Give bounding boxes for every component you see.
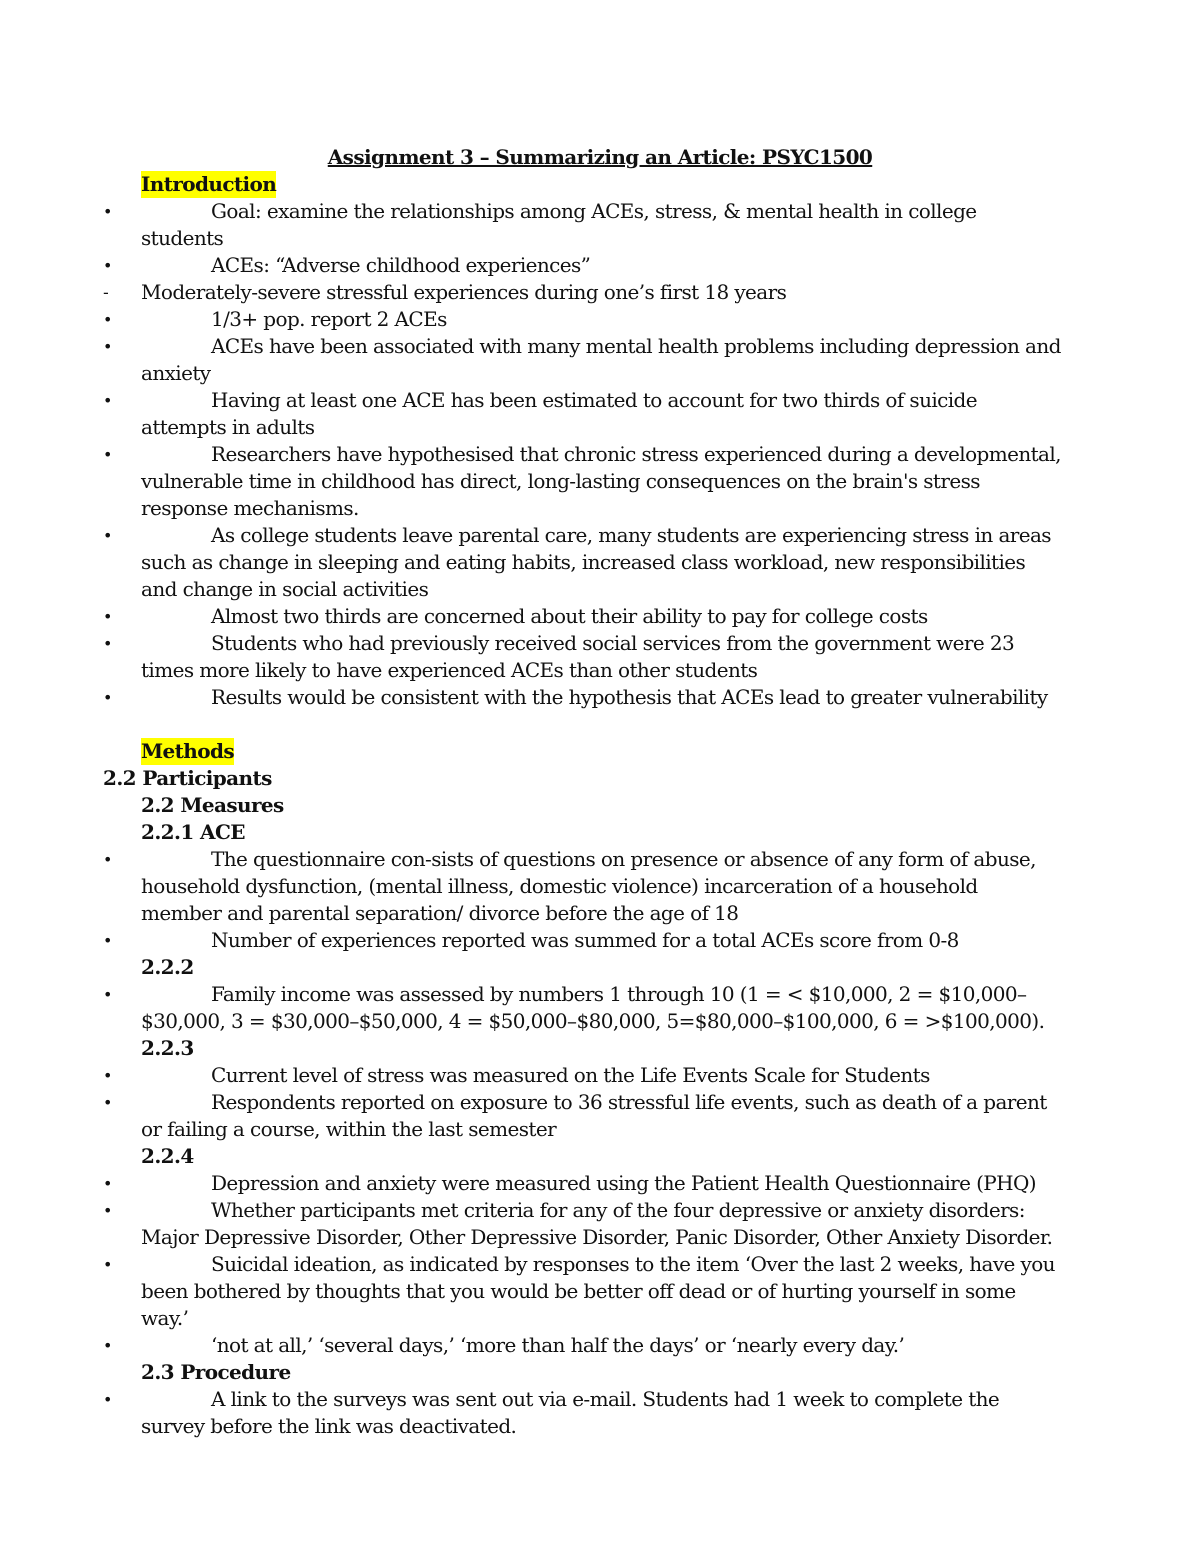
- section-2-2-4-heading: 2.2.4: [141, 1144, 194, 1168]
- list-item: [103, 387, 1063, 441]
- list-item: [103, 684, 1063, 711]
- bullet-marker: •: [103, 1066, 112, 1085]
- bullet-marker: •: [103, 1174, 112, 1193]
- spacer: [103, 711, 1063, 738]
- list-item-text: Respondents reported on exposure to 36 stressful life events, such as death of a parent or failing a course, within the last semester: [141, 1090, 1047, 1141]
- dash-marker: -: [103, 283, 109, 302]
- bullet-marker: •: [103, 607, 112, 626]
- section-2-2-3-heading: 2.2.3: [141, 1036, 194, 1060]
- list-item: [103, 1197, 1063, 1251]
- bullet-marker: •: [103, 256, 112, 275]
- bullet-marker: •: [103, 985, 112, 1004]
- document-body: [103, 171, 1063, 1440]
- bullet-marker: •: [103, 310, 112, 329]
- list-item-text: Family income was assessed by numbers 1 through 10 (1 = < $10,000, 2 = $10,000–$30,000, 3 = $30,000–$50,000, 4 = $50,000–$80,000, 5=$80,000–$100,000, 6 = >$100,000).: [141, 982, 1045, 1033]
- bullet-marker: •: [103, 1336, 112, 1355]
- list-item: [103, 603, 1063, 630]
- list-item-text: Current level of stress was measured on the Life Events Scale for Students: [211, 1063, 930, 1087]
- participants-heading: 2.2 Participants: [103, 766, 272, 790]
- list-item: [103, 1251, 1063, 1332]
- section-2-2-3-list: [103, 1062, 1063, 1143]
- list-item-text: ‘not at all,’ ‘several days,’ ‘more than half the days’ or ‘nearly every day.’: [211, 1333, 905, 1357]
- bullet-marker: •: [103, 1093, 112, 1112]
- bullet-marker: •: [103, 931, 112, 950]
- introduction-list: [103, 198, 1063, 711]
- ace-list: [103, 846, 1063, 954]
- bullet-marker: •: [103, 202, 112, 221]
- bullet-marker: •: [103, 337, 112, 356]
- list-item: [103, 306, 1063, 333]
- list-item-text: Depression and anxiety were measured using the Patient Health Questionnaire (PHQ): [211, 1171, 1036, 1195]
- list-item-text: Almost two thirds are concerned about their ability to pay for college costs: [211, 604, 928, 628]
- bullet-marker: •: [103, 1201, 112, 1220]
- list-item: [103, 1170, 1063, 1197]
- section-2-2-4-list: [103, 1170, 1063, 1359]
- list-item: [103, 522, 1063, 603]
- bullet-marker: •: [103, 1255, 112, 1274]
- list-item-text: A link to the surveys was sent out via e-mail. Students had 1 week to complete the survey before the link was deactivated.: [141, 1387, 1000, 1438]
- list-item: [103, 927, 1063, 954]
- bullet-marker: •: [103, 1390, 112, 1409]
- methods-heading-row: [103, 738, 1063, 765]
- list-item-text: Students who had previously received social services from the government were 23 times more likely to have experienced ACEs than other students: [141, 631, 1015, 682]
- list-item: [103, 846, 1063, 927]
- list-item-text: ACEs: “Adverse childhood experiences”: [211, 253, 591, 277]
- bullet-marker: •: [103, 850, 112, 869]
- list-item: [103, 198, 1063, 252]
- procedure-list: [103, 1386, 1063, 1440]
- introduction-heading: Introduction: [141, 172, 277, 196]
- list-item: [103, 1332, 1063, 1359]
- procedure-heading: 2.3 Procedure: [141, 1360, 291, 1384]
- list-item-text: Researchers have hypothesised that chronic stress experienced during a developmental, vulnerable time in childhood has direct, long-lasting consequences on the brain's stress response mechanisms.: [141, 442, 1061, 520]
- section-2-2-2-heading: 2.2.2: [141, 955, 194, 979]
- list-item-text: Number of experiences reported was summed for a total ACEs score from 0-8: [211, 928, 959, 952]
- list-item: [103, 1089, 1063, 1143]
- list-item-text: Results would be consistent with the hypothesis that ACEs lead to greater vulnerability: [211, 685, 1048, 709]
- list-item: [103, 252, 1063, 279]
- bullet-marker: •: [103, 391, 112, 410]
- bullet-marker: •: [103, 688, 112, 707]
- list-item-text: As college students leave parental care, many students are experiencing stress in areas such as change in sleeping and eating habits, increased class workload, new responsibilities and change in social activities: [141, 523, 1051, 601]
- list-item-text: The questionnaire con-sists of questions on presence or absence of any form of abuse, household dysfunction, (mental illness, domestic violence) incarceration of a household member and parental separation/ divorce before the age of 18: [141, 847, 1036, 925]
- list-item-text: Suicidal ideation, as indicated by responses to the item ‘Over the last 2 weeks, have you been bothered by thoughts that you would be better off dead or of hurting yourself in some way.’: [141, 1252, 1055, 1330]
- introduction-heading-row: [103, 171, 1063, 198]
- list-item-text: Whether participants met criteria for any of the four depressive or anxiety disorders: Major Depressive Disorder, Other Depressive Disorder, Panic Disorder, Other Anxiety Disorder.: [141, 1198, 1053, 1249]
- list-item: [103, 279, 1063, 306]
- bullet-marker: •: [103, 445, 112, 464]
- list-item-text: Having at least one ACE has been estimated to account for two thirds of suicide attempts in adults: [141, 388, 977, 439]
- section-2-2-2-list: [103, 981, 1063, 1035]
- list-item-text: Moderately-severe stressful experiences during one’s first 18 years: [141, 280, 787, 304]
- bullet-marker: •: [103, 526, 112, 545]
- list-item: [103, 981, 1063, 1035]
- list-item: [103, 441, 1063, 522]
- list-item: [103, 1386, 1063, 1440]
- methods-heading: Methods: [141, 739, 235, 763]
- list-item-text: 1/3+ pop. report 2 ACEs: [211, 307, 447, 331]
- list-item: [103, 333, 1063, 387]
- list-item-text: ACEs have been associated with many mental health problems including depression and anxiety: [141, 334, 1061, 385]
- list-item: [103, 630, 1063, 684]
- document-title: Assignment 3 – Summarizing an Article: PSYC1500: [327, 145, 873, 169]
- ace-heading: 2.2.1 ACE: [141, 820, 245, 844]
- list-item-text: Goal: examine the relationships among ACEs, stress, & mental health in college students: [141, 199, 977, 250]
- list-item: [103, 1062, 1063, 1089]
- measures-heading: 2.2 Measures: [141, 793, 284, 817]
- bullet-marker: •: [103, 634, 112, 653]
